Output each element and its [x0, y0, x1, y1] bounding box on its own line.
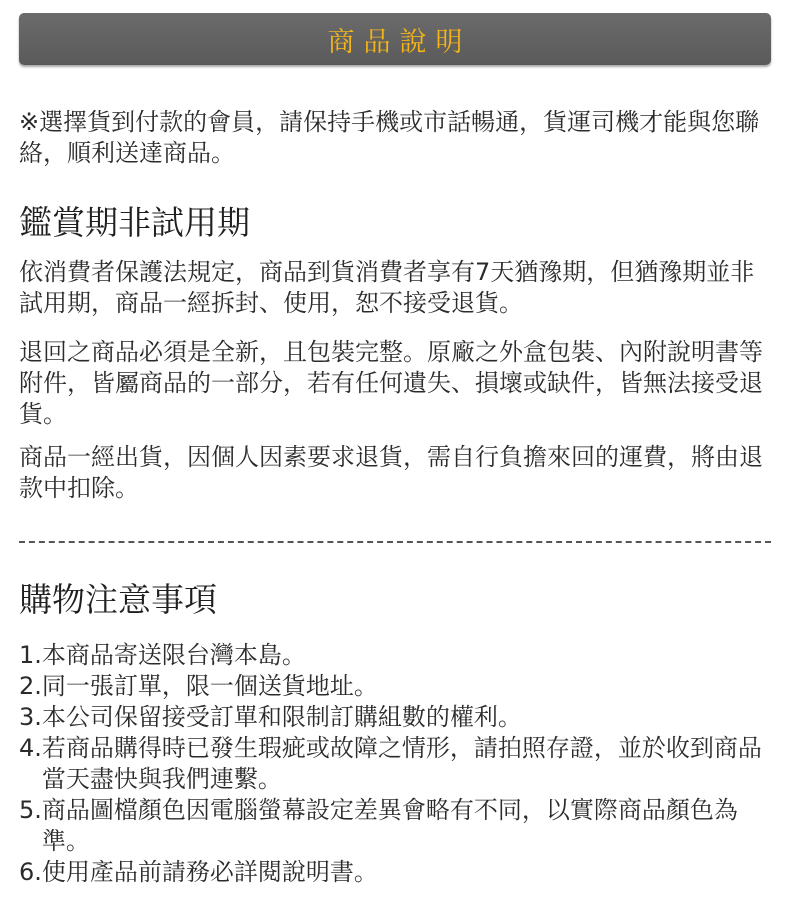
list-item-number: 5.	[19, 796, 42, 824]
appreciation-paragraph-2: 退回之商品必須是全新，且包裝完整。原廠之外盒包裝、內附說明書等附件，皆屬商品的一部分，若有任何遺失、損壞或缺件，皆無法接受退貨。	[19, 338, 763, 428]
list-item	[19, 640, 771, 671]
list-item-number: 3.	[19, 703, 42, 731]
shopping-notes-title: 購物注意事項	[19, 580, 217, 619]
list-item-number: 6.	[19, 858, 42, 886]
list-item-text: 本商品寄送限台灣本島。	[41, 641, 306, 669]
list-item-text: 商品圖檔顏色因電腦螢幕設定差異會略有不同，以實際商品顏色為準。	[41, 796, 738, 855]
list-item-text: 本公司保留接受訂單和限制訂購組數的權利。	[41, 703, 522, 731]
list-item-number: 1.	[19, 641, 42, 669]
list-item-number: 2.	[19, 672, 42, 700]
list-item	[19, 733, 771, 795]
list-item-text: 若商品購得時已發生瑕疵或故障之情形，請拍照存證，並於收到商品當天盡快與我們連繫。	[41, 734, 762, 793]
list-item	[19, 857, 771, 888]
header-bar	[19, 13, 771, 65]
list-item	[19, 702, 771, 733]
shopping-notes-list	[19, 640, 771, 888]
section-divider	[19, 541, 771, 543]
cod-notice: ※選擇貨到付款的會員，請保持手機或市話暢通，貨運司機才能與您聯絡，順利送達商品。	[19, 108, 760, 167]
appreciation-paragraph-1: 依消費者保護法規定，商品到貨消費者享有7天猶豫期，但猶豫期並非試用期，商品一經拆封、使用，恕不接受退貨。	[19, 258, 755, 317]
list-item	[19, 671, 771, 702]
appreciation-paragraph-3: 商品一經出貨，因個人因素要求退貨，需自行負擔來回的運費，將由退款中扣除。	[19, 443, 763, 502]
list-item-number: 4.	[19, 734, 42, 762]
appreciation-title: 鑑賞期非試用期	[19, 203, 250, 242]
page-title: 商品說明	[327, 26, 472, 58]
list-item	[19, 795, 771, 857]
list-item-text: 同一張訂單，限一個送貨地址。	[41, 672, 378, 700]
list-item-text: 使用產品前請務必詳閱說明書。	[41, 858, 378, 886]
